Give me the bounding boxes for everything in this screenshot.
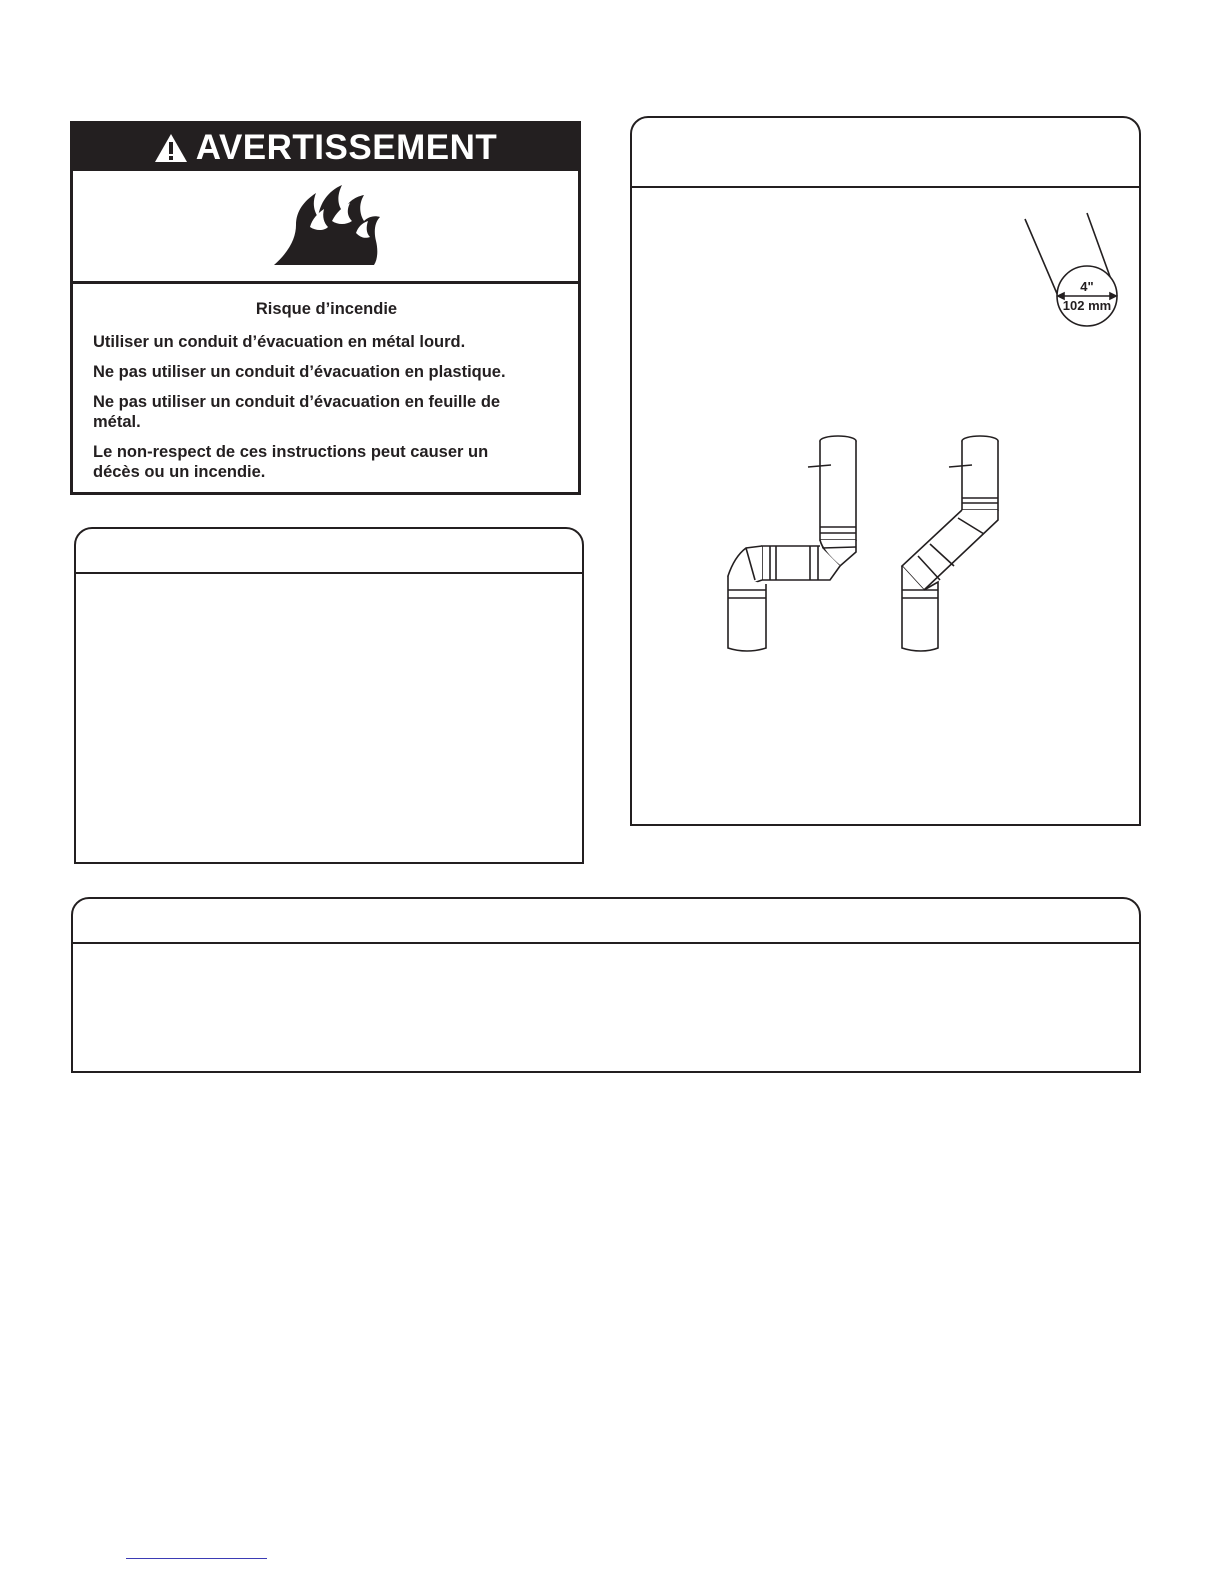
warning-title: AVERTISSEMENT: [195, 127, 498, 167]
duct-elbow-configuration: [728, 436, 856, 651]
warning-risk: Risque d’incendie: [255, 300, 398, 318]
diameter-imperial-label: 4": [1080, 279, 1094, 294]
warning-line-1: Utiliser un conduit d’évacuation en métal lourd.: [93, 333, 466, 351]
footer-rule: [126, 1558, 267, 1559]
diameter-metric-label: 102 mm: [1062, 298, 1112, 313]
warning-line-3: Ne pas utiliser un conduit d’évacuation en feuille de métal.: [93, 393, 501, 431]
warning-line-2: Ne pas utiliser un conduit d’évacuation en plastique.: [93, 363, 506, 381]
warning-line-4: Le non-respect de ces instructions peut causer un décès ou un incendie.: [93, 443, 489, 481]
duct-offset-configuration: [902, 436, 998, 651]
